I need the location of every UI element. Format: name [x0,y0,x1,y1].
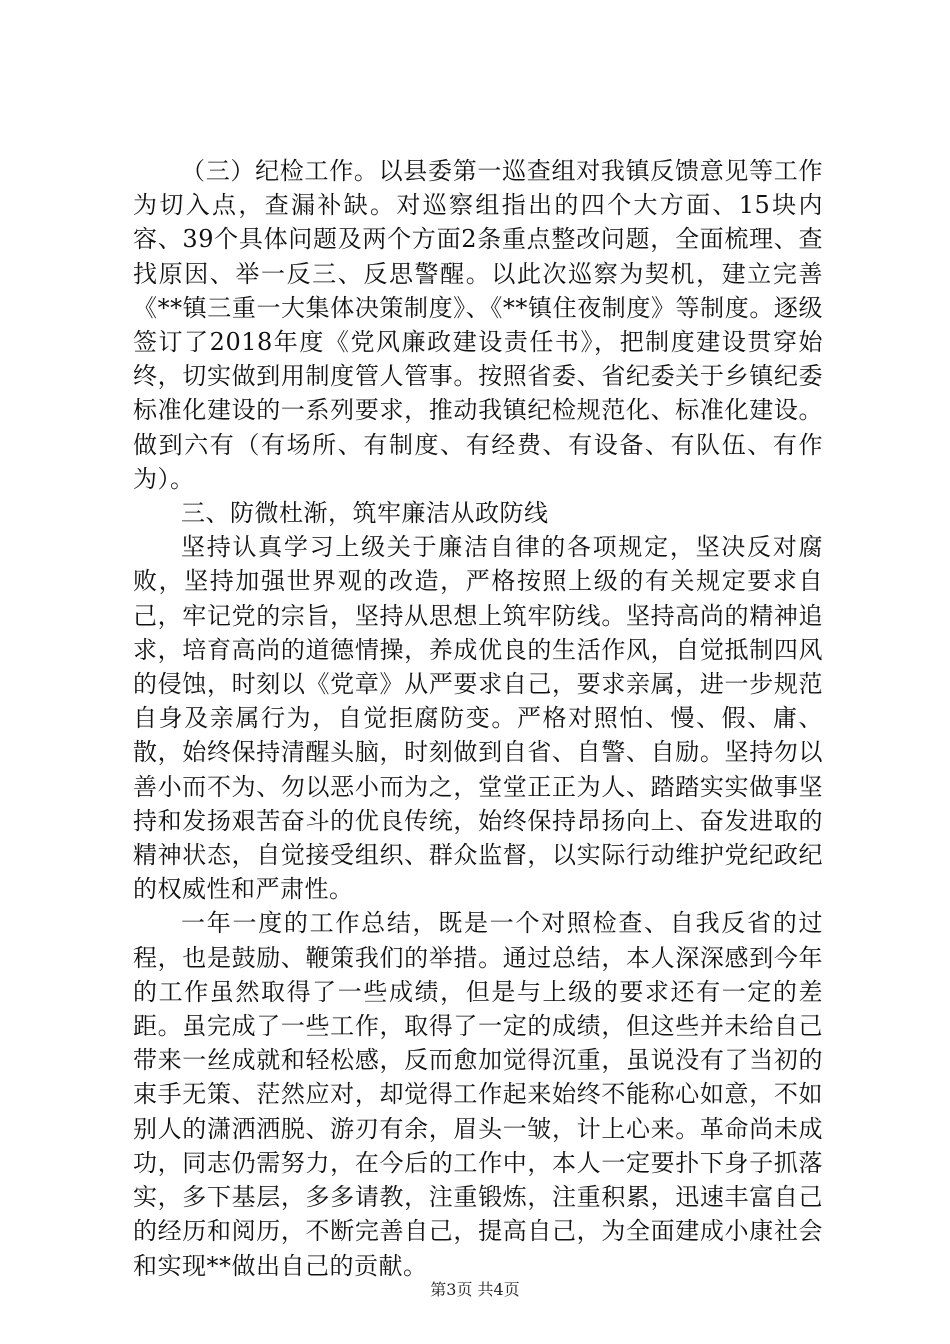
page-number-footer: 第3页 共4页 [430,1280,520,1299]
paragraph-integrity: 坚持认真学习上级关于廉洁自律的各项规定，坚决反对腐败，坚持加强世界观的改造，严格按照上级的有关规定要求自己，牢记党的宗旨，坚持从思想上筑牢防线。坚持高尚的精神追求，培育高尚的道德情操，养成优良的生活作风，自觉抵制四风的侵蚀，时刻以《党章》从严要求自己，要求亲属，进一步规范自身及亲属行为，自觉拒腐防变。严格对照怕、慢、假、庸、散，始终保持清醒头脑，时刻做到自省、自警、自励。坚持勿以善小而不为、勿以恶小而为之，堂堂正正为人、踏踏实实做事坚持和发扬艰苦奋斗的优良传统，始终保持昂扬向上、奋发进取的精神状态，自觉接受组织、群众监督，以实际行动维护党纪政纪的权威性和严肃性。 [133,533,823,904]
paragraph-discipline-work: （三）纪检工作。以县委第一巡查组对我镇反馈意见等工作为切入点，查漏补缺。对巡察组指出的四个大方面、15块内容、39个具体问题及两个方面2条重点整改问题，全面梳理、查找原因、举一反三、反思警醒。以此次巡察为契机，建立完善《**镇三重一大集体决策制度》、《**镇住夜制度》等制度。逐级签订了2018年度《党风廉政建设责任书》，把制度建设贯穿始终，切实做到用制度管人管事。按照省委、省纪委关于乡镇纪委标准化建设的一系列要求，推动我镇纪检规范化、标准化建设。做到六有（有场所、有制度、有经费、有设备、有队伍、有作为）。 [133,157,823,493]
section-heading: 三、防微杜渐，筑牢廉洁从政防线 [181,499,549,528]
document-body [133,154,823,1283]
paragraph-summary: 一年一度的工作总结，既是一个对照检查、自我反省的过程，也是鼓励、鞭策我们的举措。通过总结，本人深深感到今年的工作虽然取得了一些成绩，但是与上级的要求还有一定的差距。虽完成了一些工作，取得了一定的成绩，但这些并未给自己带来一丝成就和轻松感，反而愈加觉得沉重，虽说没有了当初的束手无策、茫然应对，却觉得工作起来始终不能称心如意，不如别人的潇洒洒脱、游刃有余，眉头一皱，计上心来。革命尚未成功，同志仍需努力，在今后的工作中，本人一定要扑下身子抓落实，多下基层，多多请教，注重锻炼，注重积累，迅速丰富自己的经历和阅历，不断完善自己，提高自己，为全面建成小康社会和实现**做出自己的贡献。 [133,909,823,1280]
